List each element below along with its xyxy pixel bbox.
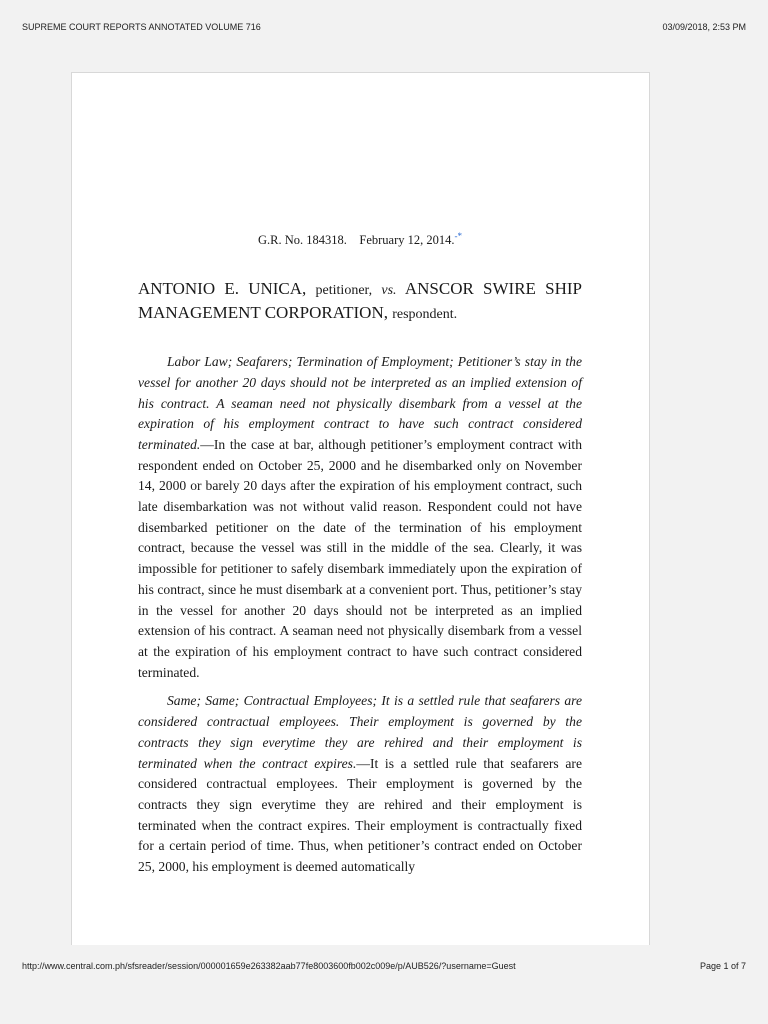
petitioner-role: petitioner,	[315, 283, 373, 299]
versus: vs.	[381, 283, 397, 299]
syllabus-body: —It is a settled rule that seafarers are considered contractual employees. Their employment is governed by the contracts they sign everytime they are rehired and their employment is terminated when the contract expires. Their employment is contractually fixed for a certain period of time. Thus, when petitioner’s contract ended on October 25, 2000, his employment is deemed automatically	[138, 755, 582, 875]
case-parties	[138, 278, 582, 326]
header-title: SUPREME COURT REPORTS ANNOTATED VOLUME 716	[22, 22, 261, 32]
syllabus-headnote: Labor Law; Seafarers; Termination of Employment; Petitioner’s stay in the vessel for another 20 days should not be interpreted as an implied extension of his contract. A seaman need not physically disembark from a vessel at the expiration of his employment contract to have such contract considered terminated.	[138, 354, 582, 452]
print-footer	[0, 961, 768, 981]
footnote-link[interactable]: -*	[454, 231, 462, 241]
syllabus-paragraph	[138, 691, 582, 877]
header-timestamp: 03/09/2018, 2:53 PM	[662, 22, 746, 32]
print-header	[0, 22, 768, 42]
document-content	[138, 231, 582, 886]
page-url: http://www.central.com.ph/sfsreader/session/000001659e263382aab77fe8003600fb002c009e/p/AUB526/?username=Guest	[22, 961, 516, 971]
syllabus-body: —In the case at bar, although petitioner’s employment contract with respondent ended on October 25, 2000 and he disembarked only on November 14, 2000 or barely 20 days after the expiration of his employment contract, such late disembarkation was not without valid reason. Respondent could not have disembarked petitioner on the date of the termination of his employment contract, because the vessel was still in the middle of the sea. Clearly, it was impossible for petitioner to safely disembark immediately upon the expiration of his contract, since he must disembark at a convenient port. Thus, petitioner’s stay in the vessel for another 20 days should not be interpreted as an implied extension of his contract. A seaman need not physically disembark from a vessel at the expiration of his employment contract to have such contract considered terminated.	[138, 436, 582, 680]
respondent-name: ANSCOR SWIRE SHIP MANAGEMENT CORPORATION,	[138, 279, 583, 323]
citation-text: G.R. No. 184318. February 12, 2014.	[257, 233, 455, 248]
petitioner-name: ANTONIO E. UNICA,	[138, 279, 307, 299]
syllabus-paragraph	[138, 352, 582, 683]
syllabus-headnote: Same; Same; Contractual Employees; It is a settled rule that seafarers are considered contractual employees. Their employment is governed by the contracts they sign everytime they are rehired and their employment is terminated when the contract expires.	[138, 693, 582, 771]
respondent-role: respondent.	[392, 307, 458, 323]
page-number: Page 1 of 7	[699, 961, 746, 971]
document-page	[71, 72, 650, 945]
case-citation	[138, 231, 582, 248]
